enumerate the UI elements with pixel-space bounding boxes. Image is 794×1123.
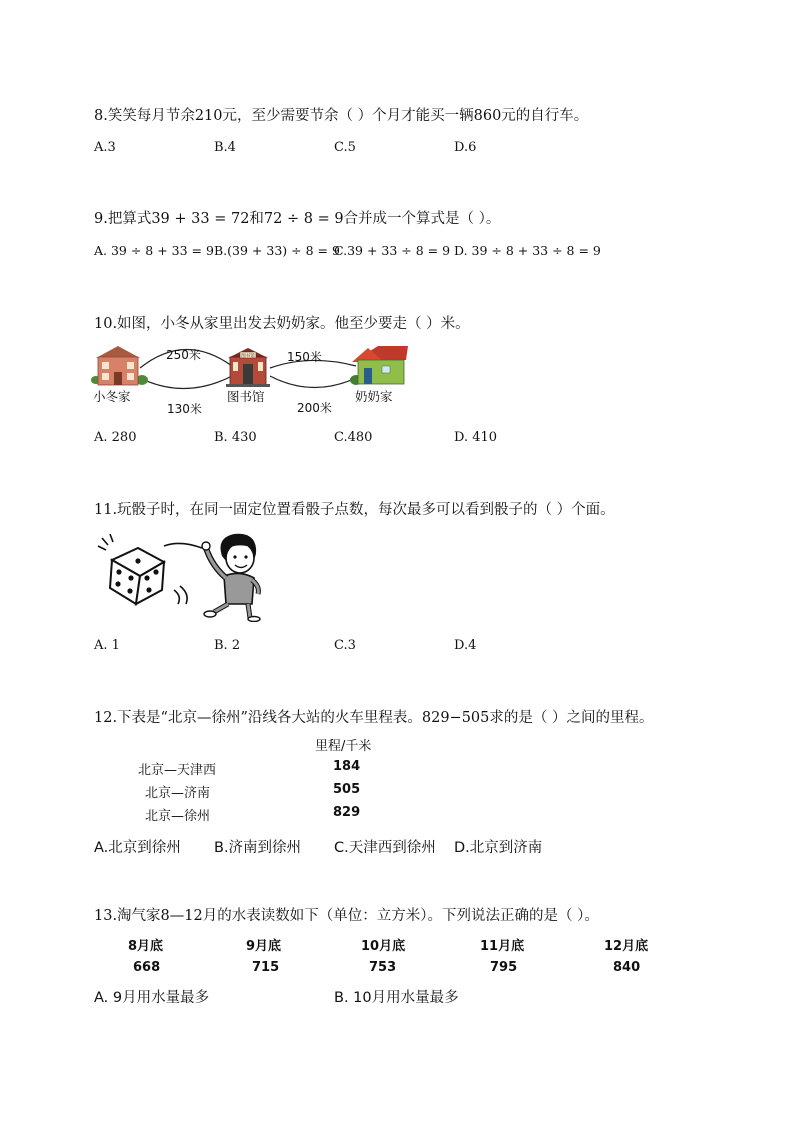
q13-option-b[interactable]: B. 10月用水量最多 [334, 990, 459, 1006]
table-route-2: 北京—济南 [145, 786, 211, 801]
reading-2: 715 [252, 960, 280, 975]
q8-option-c[interactable]: C.5 [334, 140, 356, 155]
label-home: 小冬家 [93, 389, 131, 404]
table-km-3: 829 [333, 805, 361, 820]
question-11-stem: 11.玩骰子时，在同一固定位置看骰子点数，每次最多可以看到骰子的（ ）个面。 [94, 502, 615, 518]
q12-option-b[interactable]: B.济南到徐州 [214, 840, 302, 856]
route-home-library-bottom [140, 376, 232, 389]
reading-3: 753 [369, 960, 397, 975]
q10-option-b[interactable]: B. 430 [214, 430, 257, 445]
month-label-5: 12月底 [604, 939, 649, 954]
q9-option-b[interactable]: B.(39 + 33) ÷ 8 = 9 [214, 243, 340, 258]
q9-option-c[interactable]: C.39 + 33 ÷ 8 = 9 [334, 243, 451, 258]
question-12-stem: 12.下表是“北京—徐州”沿线各大站的火车里程表。829−505求的是（ ）之间的里程。 [94, 710, 654, 726]
q10-option-c[interactable]: C.480 [334, 430, 373, 445]
q8-option-b[interactable]: B.4 [214, 140, 236, 155]
table-km-1: 184 [333, 759, 361, 774]
distance-bottom-left: 130米 [167, 402, 202, 416]
q9-option-a[interactable]: A. 39 ÷ 8 + 33 = 9 [94, 243, 214, 258]
label-grandma: 奶奶家 [355, 389, 393, 404]
reading-4: 795 [490, 960, 518, 975]
library-building-icon [226, 348, 270, 387]
reading-1: 668 [133, 960, 161, 975]
month-label-2: 9月底 [246, 939, 282, 954]
q12-option-c[interactable]: C.天津西到徐州 [334, 840, 436, 856]
distance-top-left: 250米 [166, 348, 201, 362]
q8-option-d[interactable]: D.6 [454, 140, 477, 155]
q9-option-d[interactable]: D. 39 ÷ 8 + 33 ÷ 8 = 9 [454, 243, 601, 258]
question-10-stem: 10.如图，小冬从家里出发去奶奶家。他至少要走（ ）米。 [94, 316, 470, 332]
q11-option-d[interactable]: D.4 [454, 638, 477, 653]
month-label-1: 8月底 [128, 939, 164, 954]
month-label-4: 11月底 [480, 939, 525, 954]
q10-option-a[interactable]: A. 280 [94, 430, 137, 445]
question-13-stem: 13.淘气家8—12月的水表读数如下（单位：立方米）。下列说法正确的是（ ）。 [94, 908, 599, 924]
reading-5: 840 [613, 960, 641, 975]
table-route-1: 北京—天津西 [138, 763, 217, 778]
q12-option-d[interactable]: D.北京到济南 [454, 840, 543, 856]
table-km-2: 505 [333, 782, 361, 797]
q11-option-c[interactable]: C.3 [334, 638, 356, 653]
q12-option-a[interactable]: A.北京到徐州 [94, 840, 181, 856]
q10-option-d[interactable]: D. 410 [454, 430, 498, 445]
q11-option-b[interactable]: B. 2 [214, 638, 241, 653]
route-library-grandma-bottom [270, 376, 356, 388]
table-header-mileage: 里程/千米 [315, 739, 372, 754]
boy-icon [202, 534, 260, 622]
q11-option-a[interactable]: A. 1 [94, 638, 120, 653]
q13-option-a[interactable]: A. 9月用水量最多 [94, 990, 210, 1006]
home-house-icon [91, 346, 148, 385]
label-library: 图书馆 [227, 389, 265, 404]
route-map-figure [90, 340, 420, 422]
question-9-stem: 9.把算式39 + 33 = 72和72 ÷ 8 = 9合并成一个算式是（ ）。 [94, 211, 501, 227]
distance-bottom-right: 200米 [297, 401, 332, 415]
q8-option-a[interactable]: A.3 [94, 140, 116, 155]
distance-top-right: 150米 [287, 350, 322, 364]
table-route-3: 北京—徐州 [145, 809, 211, 824]
grandma-house-icon [350, 346, 408, 385]
library-sign-text: 图书馆 [241, 354, 255, 359]
dice-boy-figure [94, 528, 266, 622]
month-label-3: 10月底 [361, 939, 406, 954]
question-8-stem: 8.笑笑每月节余210元，至少需要节余（ ）个月才能买一辆860元的自行车。 [94, 108, 589, 124]
dice-icon [110, 548, 164, 604]
